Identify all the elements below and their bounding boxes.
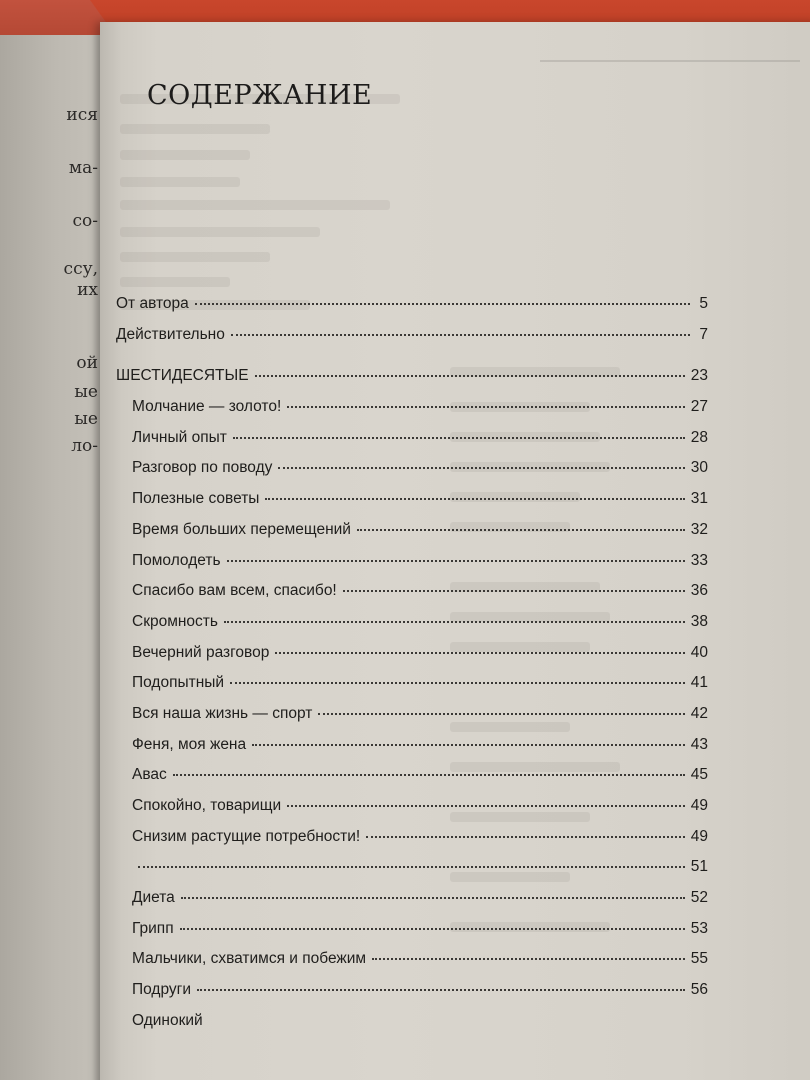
left-page-fragment: ые [74, 409, 98, 429]
toc-page-number: 42 [690, 704, 708, 722]
toc-leader-dots [224, 621, 685, 623]
page-title: СОДЕРЖАНИЕ [147, 80, 373, 111]
show-through-line [120, 252, 270, 262]
toc-leader-dots [255, 375, 685, 377]
toc-entry-row [116, 766, 708, 797]
toc-entry-row [116, 674, 708, 705]
toc-page-number: 49 [690, 797, 708, 814]
toc-entry-label: Помолодеть [132, 551, 221, 569]
toc-entry-row [116, 889, 708, 920]
toc-entry-label: Спокойно, товарищи [132, 797, 282, 814]
toc-entry-label: Феня, моя жена [132, 735, 247, 753]
toc-entry-label: Действительно [116, 325, 225, 343]
toc-entry-label: Полезные советы [132, 490, 260, 508]
left-page-fragment: ые [74, 382, 98, 402]
toc-entry-row [116, 295, 708, 326]
toc-leader-dots [197, 989, 685, 991]
toc-entry-row [116, 705, 708, 736]
toc-entry-label: Молчание — золото! [132, 398, 282, 416]
show-through-line [120, 150, 250, 160]
toc-entry-label: Диета [132, 889, 175, 907]
toc-page-number: 38 [690, 612, 708, 630]
toc-entry-label: Вечерний разговор [132, 643, 270, 661]
show-through-line [120, 177, 240, 187]
toc-entry-row [116, 429, 708, 460]
toc-entry-row [116, 326, 708, 357]
toc-page-number: 52 [690, 889, 708, 907]
toc-page-number: 51 [690, 858, 708, 876]
toc-page-number: 7 [699, 325, 708, 343]
toc-entry-row [116, 644, 708, 675]
toc-entry-label: Время больших перемещений [132, 520, 351, 538]
toc-entry-label: Личный опыт [132, 428, 227, 446]
toc-leader-dots [357, 529, 685, 531]
toc-leader-dots [366, 836, 685, 838]
toc-page-number: 53 [690, 919, 708, 937]
toc-entry-label: Мальчики, схватимся и побежим [132, 950, 367, 968]
toc-leader-dots [275, 652, 684, 654]
toc-leader-dots [287, 406, 684, 408]
toc-page-number: 49 [690, 827, 708, 845]
toc-entry-label: От автора [116, 295, 189, 312]
left-page-fragment: ися [66, 105, 98, 125]
toc-leader-dots [278, 467, 684, 469]
left-page-fragment: их [77, 280, 98, 300]
left-page-fragment: ой [76, 353, 98, 373]
toc-entry-row [116, 858, 708, 889]
toc-entry-row [116, 582, 708, 613]
toc-entry-label: ШЕСТИДЕСЯТЫЕ [116, 367, 249, 385]
toc-page-number: 56 [690, 981, 708, 999]
toc-leader-dots [231, 334, 690, 336]
toc-leader-dots [343, 590, 685, 592]
toc-page-number: 32 [690, 520, 708, 538]
toc-leader-dots [173, 774, 685, 776]
toc-leader-dots [265, 498, 684, 500]
toc-entry-row [116, 797, 708, 828]
toc-entry-label: Подруги [132, 981, 191, 999]
toc-entry-row [116, 920, 708, 951]
toc-leader-dots [252, 744, 685, 746]
toc-entry-label: Авас [132, 766, 167, 784]
toc-entry-label: Вся наша жизнь — спорт [132, 704, 313, 722]
show-through-line [120, 124, 270, 134]
toc-page-number: 33 [690, 551, 708, 569]
toc-leader-dots [233, 437, 685, 439]
toc-page-number: 5 [699, 295, 708, 312]
toc-entry-label: Разговор по поводу [132, 459, 273, 477]
toc-leader-dots [230, 682, 685, 684]
table-of-contents [116, 295, 708, 1043]
toc-section-row [116, 367, 708, 398]
show-through-header [540, 60, 800, 62]
toc-entry-row [116, 521, 708, 552]
show-through-line [120, 227, 320, 237]
toc-leader-dots [181, 897, 685, 899]
toc-entry-label: Подопытный [132, 674, 225, 692]
toc-page-number: 28 [690, 428, 708, 446]
toc-entry-row [116, 490, 708, 521]
toc-entry-label: Одинокий [132, 1011, 203, 1029]
toc-entry-label: Снизим растущие потребности! [132, 827, 361, 845]
toc-page-number: 30 [690, 459, 708, 477]
toc-entry-row [116, 613, 708, 644]
toc-leader-dots [180, 928, 685, 930]
toc-page-number: 55 [690, 950, 708, 968]
toc-page-number: 23 [690, 367, 708, 385]
left-page-fragment: ма- [68, 158, 98, 178]
left-page-fragment: со- [72, 211, 98, 231]
toc-page-number: 40 [690, 643, 708, 661]
toc-leader-dots [287, 805, 685, 807]
toc-entry-row [116, 981, 708, 1012]
toc-entry-row [116, 828, 708, 859]
show-through-line [120, 277, 230, 287]
toc-entry-row [116, 1012, 708, 1043]
toc-page-number: 31 [690, 490, 708, 508]
toc-page-number: 45 [690, 766, 708, 784]
toc-page-number: 27 [690, 398, 708, 416]
toc-leader-dots [318, 713, 684, 715]
toc-entry-label: Спасибо вам всем, спасибо! [132, 582, 337, 600]
show-through-line [120, 200, 390, 210]
toc-entry-row [116, 950, 708, 981]
left-page-fragment: ссу, [63, 259, 98, 279]
toc-leader-dots [138, 866, 685, 868]
toc-entry-row [116, 459, 708, 490]
toc-page-number: 41 [690, 674, 708, 692]
left-page-fragment: ло- [71, 436, 98, 456]
toc-page-number: 36 [690, 582, 708, 600]
toc-leader-dots [227, 560, 685, 562]
toc-entry-row [116, 552, 708, 583]
toc-entry-row [116, 736, 708, 767]
left-page [0, 35, 110, 1080]
toc-entry-label: Грипп [132, 919, 174, 937]
toc-entry-row [116, 398, 708, 429]
toc-leader-dots [195, 303, 690, 305]
toc-leader-dots [372, 958, 685, 960]
toc-page-number: 43 [690, 735, 708, 753]
toc-entry-label: Скромность [132, 612, 218, 630]
